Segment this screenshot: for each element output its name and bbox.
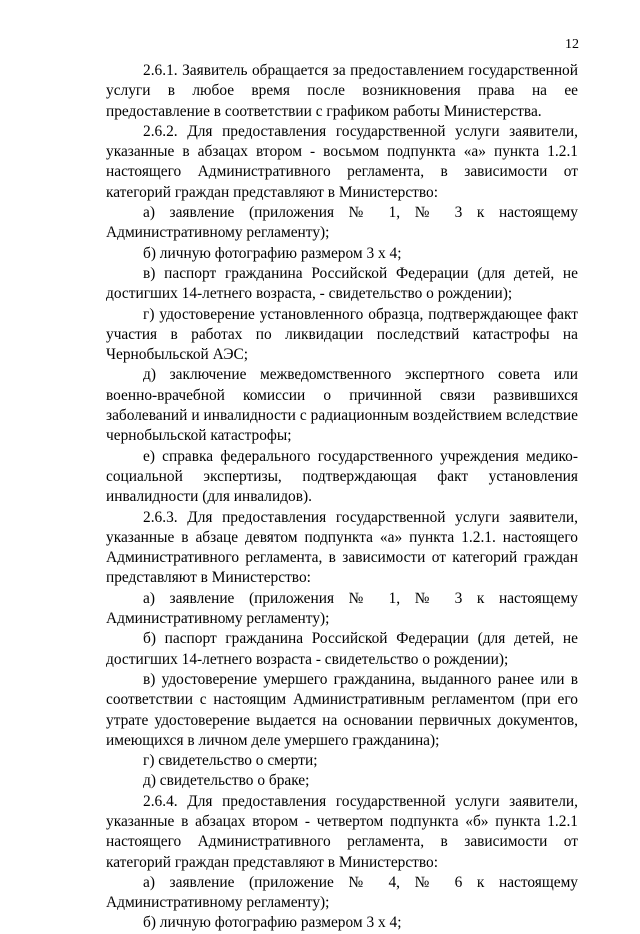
paragraph-2-6-1: 2.6.1. Заявитель обращается за предоставлением государственной услуги в любое время после возникновения права на ее предоставление в соответствии с графиком работы Министерства. [106,62,578,120]
list-item-a: а) заявление (приложения № 1, № 3 к настоящему Административному регламенту); [106,204,578,242]
list-item-b: б) личную фотографию размером 3 х 4; [143,914,402,932]
list-item-d: д) заключение межведомственного экспертного совета или военно-врачебной комиссии о причинной связи развившихся заболеваний и инвалидности с радиационным воздействием вследствие чернобыльской катастрофы; [106,366,578,445]
list-item-d: д) свидетельство о браке; [143,772,310,790]
list-item-a: а) заявление (приложения № 1, № 3 к настоящему Административному регламенту); [106,589,578,628]
paragraph-2-6-3: 2.6.3. Для предоставления государственной услуги заявители, указанные в абзаце девятом подпункта «а» пункта 1.2.1. настоящего Административного регламента, в зависимости от категорий граждан представляют в Министерство: [106,508,578,587]
list-item-g: г) свидетельство о смерти; [143,752,318,770]
list-item-v: в) удостоверение умершего гражданина, выданного ранее или в соответствии с настоящим Административным регламентом (при его утрате удостоверение выдается на основании первичных документов, имеющихся в личном деле умершего гражданина); [106,670,578,749]
list-item-v: в) паспорт гражданина Российской Федерации (для детей, не достигших 14-летнего возраста, - свидетельство о рождении); [106,264,578,303]
list-item-e: е) справка федерального государственного учреждения медико-социальной экспертизы, подтверждающая факт установления инвалидности (для инвалидов). [106,447,578,506]
paragraph-2-6-4: 2.6.4. Для предоставления государственной услуги заявители, указанные в абзацах втором - четвертом подпункта «б» пункта 1.2.1 настоящего Административного регламента, в зависимости от категорий граждан представляют в Министерство: [106,792,578,871]
page-number: 12 [565,37,579,52]
paragraph-2-6-2: 2.6.2. Для предоставления государственной услуги заявители, указанные в абзацах втором - восьмом подпункта «а» пункта 1.2.1 настоящего Административного регламента, в зависимости от категорий граждан представляют в Министерство: [106,122,578,201]
list-item-b: б) личную фотографию размером 3 х 4; [143,244,402,262]
document-body [106,61,578,934]
list-item-a: а) заявление (приложение № 4, № 6 к настоящему Административному регламенту); [106,873,578,912]
list-item-g: г) удостоверение установленного образца, подтверждающее факт участия в работах по ликвидации последствий катастрофы на Чернобыльской АЭС; [106,305,578,364]
list-item-b: б) паспорт гражданина Российской Федерации (для детей, не достигших 14-летнего возраста - свидетельство о рождении); [106,630,578,668]
